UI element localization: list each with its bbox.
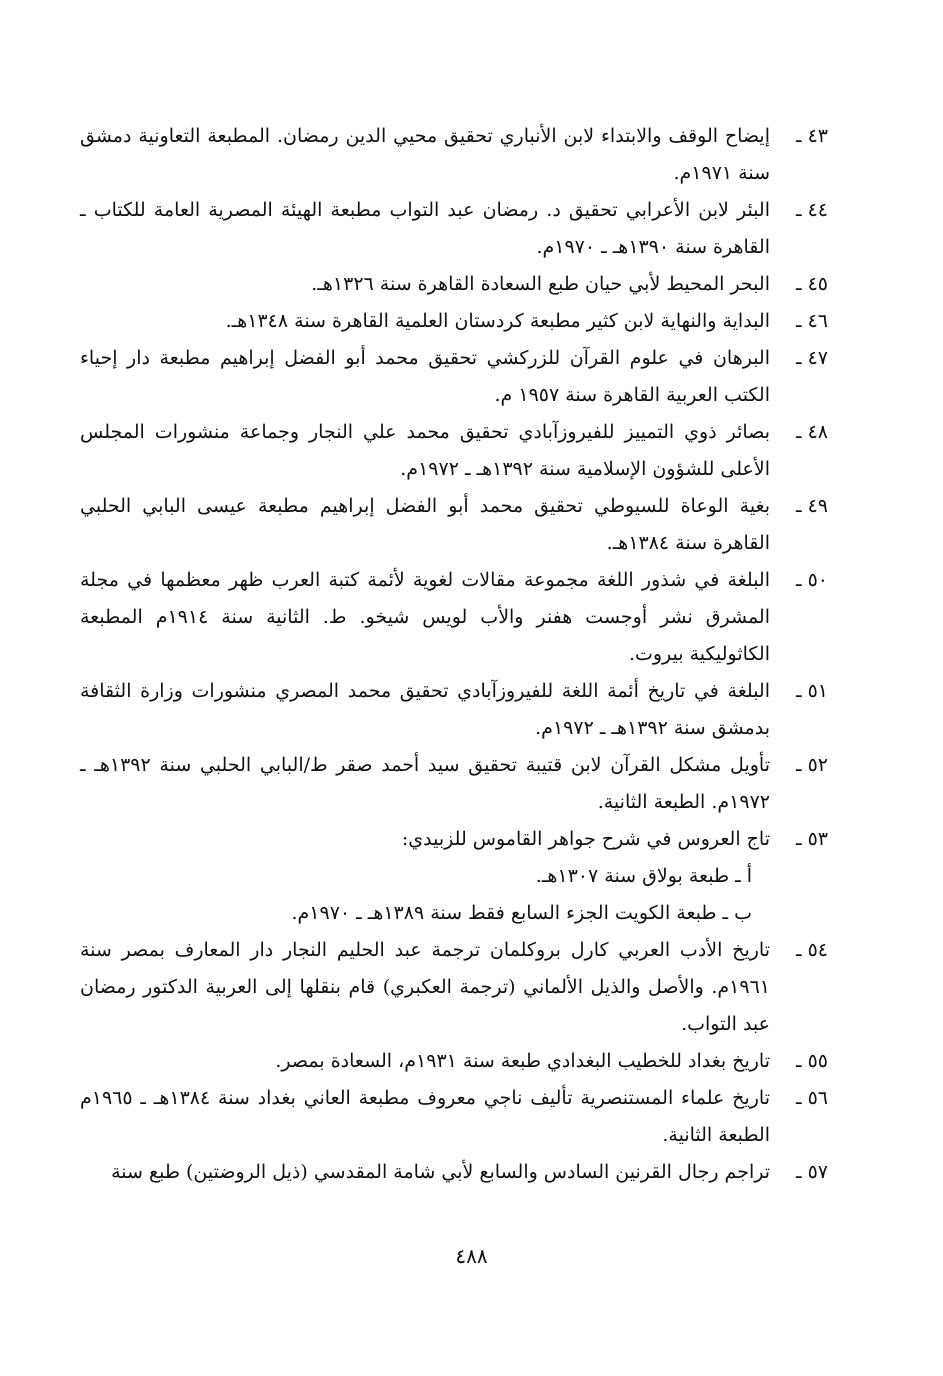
entry-text: تاج العروس في شرح جواهر القاموس للزبيدي: (401, 828, 770, 850)
bibliography-entry (80, 1154, 828, 1191)
entry-text: تاريخ علماء المستنصرية تأليف ناجي معروف مطبعة العاني بغداد سنة ١٣٨٤هـ ـ ١٩٦٥م الطبعة الثانية. (80, 1087, 770, 1146)
entry-text: البداية والنهاية لابن كثير مطبعة كردستان العلمية القاهرة سنة ١٣٤٨هـ. (225, 310, 770, 332)
bibliography-entry (80, 821, 828, 932)
entry-text: تاريخ الأدب العربي كارل بروكلمان ترجمة عبد الحليم النجار دار المعارف بمصر سنة ١٩٦١م. والأصل والذيل الألماني (ترجمة العكبري) قام بنقلها إلى العربية الدكتور رمضان عبد التواب. (80, 939, 770, 1035)
bibliography-entry (80, 562, 828, 673)
entry-number: ٤٨ ـ (795, 421, 828, 443)
bibliography-entry (80, 932, 828, 1043)
entry-text: بصائر ذوي التمييز للفيروزآبادي تحقيق محمد علي النجار وجماعة منشورات المجلس الأعلى للشؤون الإسلامية سنة ١٣٩٢هـ ـ ١٩٧٢م. (80, 421, 770, 480)
entry-text: تأويل مشكل القرآن لابن قتيبة تحقيق سيد أحمد صقر ط/البابي الحلبي سنة ١٣٩٢هـ ـ ١٩٧٢م. الطبعة الثانية. (80, 754, 770, 813)
entry-number: ٤٥ ـ (795, 273, 828, 295)
sub-entry: أ ـ طبعة بولاق سنة ١٣٠٧هـ. (535, 865, 752, 887)
bibliography-entry (80, 747, 828, 821)
bibliography-entry (80, 1043, 828, 1080)
entry-text: تاريخ بغداد للخطيب البغدادي طبعة سنة ١٩٣١م، السعادة بمصر. (275, 1050, 770, 1072)
page-number: ٤٨٨ (455, 1244, 488, 1268)
entry-number: ٤٩ ـ (795, 495, 828, 517)
entry-number: ٤٧ ـ (795, 347, 828, 369)
bibliography-entry (80, 192, 828, 266)
entry-text: بغية الوعاة للسيوطي تحقيق محمد أبو الفضل إبراهيم مطبعة عيسى البابي الحلبي القاهرة سنة ١٣٨٤هـ. (80, 495, 771, 554)
entry-number: ٤٣ ـ (795, 125, 828, 147)
entry-text: إيضاح الوقف والابتداء لابن الأنباري تحقيق محيي الدين رمضان. المطبعة التعاونية دمشق سنة ١٩٧١م. (80, 125, 770, 184)
entry-number: ٥٥ ـ (795, 1050, 828, 1072)
bibliography-entry (80, 1080, 828, 1154)
entry-text: البئر لابن الأعرابي تحقيق د. رمضان عبد التواب مطبعة الهيئة المصرية العامة للكتاب ـ القاهرة سنة ١٣٩٠هـ ـ ١٩٧٠م. (80, 199, 770, 258)
entry-number: ٥١ ـ (795, 680, 828, 702)
entry-text: البلغة في تاريخ أئمة اللغة للفيروزآبادي تحقيق محمد المصري منشورات وزارة الثقافة بدمشق سنة ١٣٩٢هـ ـ ١٩٧٢م. (80, 680, 770, 739)
bibliography-entry (80, 340, 828, 414)
entry-text: البرهان في علوم القرآن للزركشي تحقيق محمد أبو الفضل إبراهيم مطبعة دار إحياء الكتب العربية القاهرة سنة ١٩٥٧ م. (80, 347, 770, 406)
entry-number: ٤٤ ـ (795, 199, 828, 221)
entry-number: ٥٠ ـ (795, 569, 828, 591)
sub-entry: ب ـ طبعة الكويت الجزء السابع فقط سنة ١٣٨٩هـ ـ ١٩٧٠م. (291, 902, 752, 924)
bibliography-entry (80, 303, 828, 340)
entry-number: ٤٦ ـ (795, 310, 828, 332)
bibliography-entry (80, 488, 828, 562)
bibliography-entry (80, 266, 828, 303)
entry-text: البلغة في شذور اللغة مجموعة مقالات لغوية لأئمة كتبة العرب ظهر معظمها في مجلة المشرق نشر أوجست هفنر والأب لويس شيخو. ط. الثانية سنة ١٩١٤م المطبعة الكاثوليكية بيروت. (80, 569, 770, 665)
entry-text: تراجم رجال القرنين السادس والسابع لأبي شامة المقدسي (ذيل الروضتين) طبع سنة (111, 1161, 770, 1183)
bibliography-list (80, 118, 828, 1191)
bibliography-entry (80, 118, 828, 192)
bibliography-entry (80, 673, 828, 747)
bibliography-entry (80, 414, 828, 488)
entry-number: ٥٢ ـ (795, 754, 828, 776)
entry-number: ٥٤ ـ (795, 939, 828, 961)
entry-text: البحر المحيط لأبي حيان طبع السعادة القاهرة سنة ١٣٢٦هـ. (311, 273, 770, 295)
entry-number: ٥٣ ـ (795, 828, 828, 850)
entry-number: ٥٦ ـ (795, 1087, 828, 1109)
entry-number: ٥٧ ـ (795, 1161, 828, 1183)
